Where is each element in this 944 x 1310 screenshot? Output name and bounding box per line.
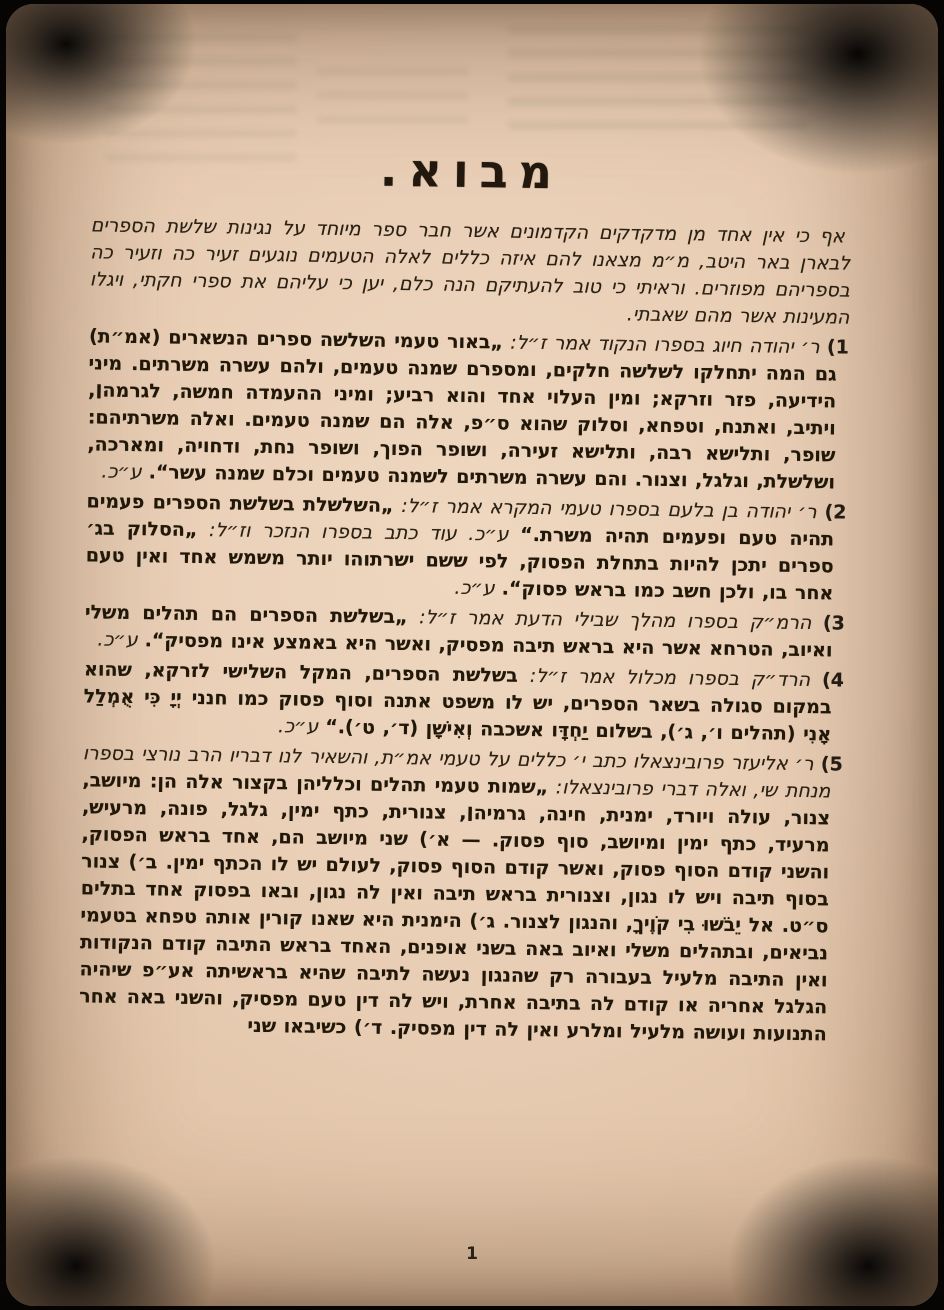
page-title: מבוא. xyxy=(379,142,564,200)
section-opener: ר׳ אליעזר פרובינצאלו כתב י׳ כללים על טעמי אמ״ת, והשאיר לנו דבריו הרב נורצי בספרו מנחת שי, ואלה דברי פרובינצאלו: xyxy=(82,742,831,803)
section-number: 3) xyxy=(822,612,846,635)
section-5 xyxy=(79,740,843,1048)
section-opener: ר׳ יהודה בן בלעם בספרו טעמי המקרא אמר ז״ל: xyxy=(401,495,817,524)
section-quote: „השלשלת בשלשת הספרים פעמים תהיה טעם ופעמים תהיה משרת.“ xyxy=(86,490,835,551)
section-number: 1) xyxy=(826,336,850,359)
section-opener: הרמ״ק בספרו מהלך שבילי הדעת אמר ז״ל: xyxy=(419,606,812,635)
section-quote: בשלשת הספרים, המקל השלישי לזרקא, שהוא במקום סגולה בשאר הספרים, יש לו משפט אתנה וסוף פסוק כמו חנני יְיָ כִּי אֻמְלַל אָנִי (תהלים ו׳, ג׳), בשלום יַחְדָּו אשכבה וְאִישָׁן (ד׳, ט׳).“ xyxy=(83,658,832,746)
section-3 xyxy=(84,599,845,664)
section-closer: ע״כ. xyxy=(97,628,138,652)
section-quote: „באור טעמי השלשה ספרים הנשארים (אמ״ת) גם המה יתחלקו לשלשה חלקים, ומספרם שמנה טעמים, ולהם עשרה משרתים. מיני הידיעה, פזר וזרקא; ומין העלוי אחד והוא רביע; ומיני ההעמדה חמשה, לגרמה׀, ויתיב, ואתנח, וטפחא, וסלוק שהוא ס״פ, אלה הם שמנה טעמים. ואלה משרתיהם: שופר, ותלישא רבה, ותלישא זעירה, ושופר הפוך, ושופר נחת, ודחויה, ומארכה, ושלשלת, וגלגל, וצנור. והם עשרה משרתים לשמנה טעמים וכלם שמנה עשר“. xyxy=(87,325,837,494)
book-page xyxy=(6,4,938,1306)
section-number: 5) xyxy=(820,753,843,776)
intro-text: אף כי אין אחד מן מדקדקים הקדמונים אשר חבר ספר מיוחד על נגינות שלשת הספרים לבארן באר היטב, מ״מ מצאנו להם איזה כללים לאלה הטעמים נוגעים זעיר כה וזעיר כה בספריהם מפוזרים. וראיתי כי טוב להעתיקם הנה כלם, יען כי עליהם את ספרי חקתי, ויגלו המעינות אשר מהם שאבתי. xyxy=(89,214,851,329)
page-content xyxy=(6,4,938,1306)
section-opener: ר׳ יהודה חיוג בספרו הנקוד אמר ז״ל: xyxy=(510,331,820,359)
section-closer: ע״כ. xyxy=(277,715,319,738)
section-2 xyxy=(85,488,847,607)
section-quote: „בשלשת הספרים הם תהלים משלי ואיוב, הטרחא אשר היא בראש תיבה מפסיק, ואשר היא באמצע אינו מפסיק“. xyxy=(84,601,833,662)
section-opener: הרד״ק בספרו מכלול אמר ז״ל: xyxy=(529,664,811,692)
body-text xyxy=(79,212,851,1048)
section-number: 2) xyxy=(824,501,847,524)
section-quote: „שמות טעמי תהלים וכלליהן בקצור אלה הן: מיושב, צנור, עולה ויורד, ימנית, חינה, גרמיה׀, צנורית, כתף ימין, גלגל, פונה, מרעיש, מרעיד, כתף ימין ומיושב, סוף פסוק. — א׳) שני מיושב הם, אחד בראש הפסוק, והשני קודם הסוף פסוק, ואשר קודם הסוף פסוק, לעולם יש לו הכתף ימין. ב׳) צנור בסוף תיבה ויש לו נגון, וצנורית בראש תיבה ואין לה נגון, ובאו בפסוק אחד בתלים ס״ט. אל יֵבֹשׁוּ בִי קֹוֶיךָ, והנגון לצנור. ג׳) הימנית היא שאנו קורין אותה טפחא בטעמי נביאים, ובתהלים משלי ואיוב באה בשני אופנים, האחד בראש התיבה קודם הנקודות ואין התיבה מלעיל בעבורה רק שהנגון נעשה לתיבה שהיא בראשיתה אע״פ שיהיה הגלגל אחריה או קודם לה בתיבה אחרת, ויש לה דין טעם מפסיק, והשני באה אחר התנועות ועושה מלעיל ומלרע ואין לה דין מפסיק. ד׳) כשיבאו שני xyxy=(79,769,831,1046)
section-number: 4) xyxy=(821,669,845,692)
section-mid: ע״כ. עוד כתב בספרו הנזכר וז״ל: xyxy=(208,519,509,546)
section-1 xyxy=(87,323,849,496)
section-closer: ע״כ. xyxy=(101,460,142,484)
page-number: 1 xyxy=(466,1244,478,1264)
section-closer: ע״כ. xyxy=(454,576,495,600)
section-4 xyxy=(83,656,844,748)
section-quote-2: „הסלוק בג׳ ספרים יתכן להיות בתחלת הפסוק, לפי ששם ישרתוהו יותר משמש אחד ואין טעם אחר בו, ולכן חשב כמו בראש פסוק“. xyxy=(85,517,834,605)
intro-paragraph xyxy=(89,212,851,331)
